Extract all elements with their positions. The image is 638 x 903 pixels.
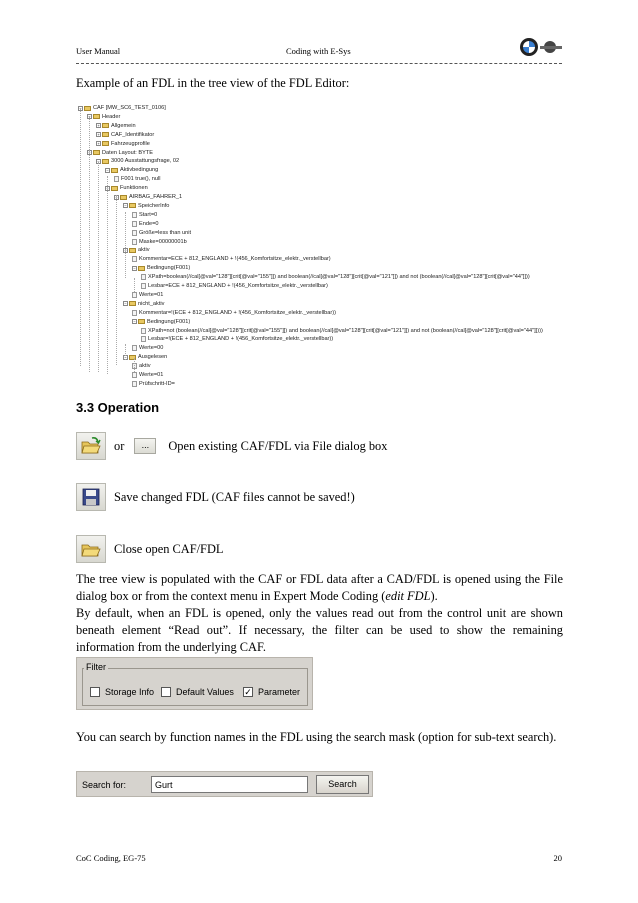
search-button[interactable]: Search [316,775,369,794]
paragraph-filter-info: By default, when an FDL is opened, only the values read out from the control unit are shown beneath element “Read out”. If necessary, the filter can be used to show the remaining information from the underlying CAF. [76,606,563,654]
document-icon [132,212,137,218]
tree-guide-line [89,116,90,150]
tree-node-leaf[interactable] [141,282,328,290]
tree-node-folder[interactable] [78,104,166,112]
tree-guide-line [125,212,126,278]
tree-guide-line [89,150,90,372]
tree-guide-line [116,195,117,365]
parameter-checkbox[interactable] [243,687,300,697]
folder-icon [93,150,100,155]
folder-icon [84,106,91,111]
document-icon [141,283,146,289]
tree-guide-line [134,358,135,372]
tree-node-folder[interactable] [105,166,158,174]
tree-guide-line [98,162,99,372]
parameter-label: Parameter [258,687,301,697]
tree-node-folder[interactable] [123,246,150,254]
tree-node-label: aktiv [139,363,151,370]
tree-node-label: nicht_aktiv [138,300,165,307]
folder-icon [102,132,109,137]
document-icon [132,345,137,351]
storage-info-check[interactable] [90,687,100,697]
tree-node-label: Werte=01 [139,372,164,378]
open-folder-button[interactable] [76,432,106,460]
folder-icon [129,301,136,306]
expand-icon[interactable]: + [97,123,100,129]
open-operation-row [76,432,387,460]
tree-node-folder[interactable] [96,131,154,139]
collapse-icon[interactable]: − [106,167,109,173]
bmw-logo-icon [520,38,538,56]
header-left: User Manual [76,46,121,56]
tree-node-label: Maske=00000001b [139,238,187,245]
filter-groupbox [76,657,313,710]
folder-icon [120,195,127,200]
close-button[interactable] [76,535,106,563]
document-icon [141,274,146,280]
folder-icon [93,114,100,119]
browse-dots-button[interactable]: ... [134,438,156,454]
tree-node-folder[interactable] [105,184,148,192]
storage-info-label: Storage Info [105,687,155,697]
search-label: Search for: [82,780,127,790]
expand-icon[interactable]: + [97,141,100,147]
tree-node-label: Lesbar=!(ECE + 812_ENGLAND + !(456_Komfortsitze_elektr._verstellbar)) [148,336,334,343]
tree-node-leaf[interactable] [132,380,175,388]
parameter-check[interactable]: ✓ [244,687,252,697]
open-description: Open existing CAF/FDL via File dialog box [168,438,388,453]
save-button[interactable] [76,483,106,511]
tree-node-leaf[interactable] [132,220,158,228]
tree-node-folder[interactable] [132,264,190,272]
brand-logos [520,38,562,56]
collapse-icon[interactable]: − [133,265,136,271]
para1-after: ). [430,589,438,603]
tree-node-label: Bedingung(F001) [147,318,191,325]
tree-node-leaf[interactable] [132,291,163,299]
tree-node-folder[interactable] [96,140,150,148]
tree-node-label: CAF [MW_SC6_TEST_0106] [93,105,166,111]
section-title: 3.3 Operation [76,400,160,415]
save-description: Save changed FDL (CAF files cannot be saved!) [114,489,355,504]
intro-text: Example of an FDL in the tree view of the FDL Editor: [76,76,350,90]
page-header [76,44,562,60]
header-rule [76,63,562,64]
tree-node-label: Aktivbedingung [120,167,159,174]
collapse-icon[interactable]: − [124,354,127,360]
para1-before: The tree view is populated with the CAF or FDL data after a CAD/FDL is opened using the File dialog box or from the context menu in Expert Mode Coding ( [76,572,563,603]
tree-node-label: Kommentar=!(ECE + 812_ENGLAND + !(456_Komfortsitze_elektr._verstellbar)) [139,309,336,316]
close-operation-row [76,535,223,563]
header-center: Coding with E-Sys [286,46,351,56]
search-panel [76,771,373,797]
folder-icon [102,141,109,146]
document-icon [132,292,137,298]
folder-icon [111,186,118,191]
collapse-icon[interactable]: − [124,203,127,209]
tree-node-leaf[interactable] [132,238,187,246]
tree-node-label: Start=0 [139,211,158,218]
document-icon [132,221,137,227]
folder-icon [138,319,145,324]
folder-icon [138,266,145,271]
tree-node-leaf[interactable] [132,229,191,237]
tree-node-folder[interactable] [123,300,164,308]
tree-guide-line [79,105,82,366]
tree-node-folder[interactable] [96,122,136,130]
tree-node-leaf[interactable] [132,344,163,352]
tree-guide-line [125,344,126,360]
tree-node-label: Werte=01 [139,291,164,298]
document-icon [132,381,137,387]
document-icon [141,328,146,334]
tree-node-folder[interactable] [96,157,179,165]
storage-info-checkbox[interactable] [90,687,154,697]
tree-node-label: Daten Layout: BYTE [102,149,153,156]
collapse-icon[interactable]: − [106,185,109,191]
tree-node-label: Funktionen [120,185,148,192]
tree-node-label: Bedingung(F001) [147,265,191,272]
tree-node-leaf[interactable] [132,371,163,379]
collapse-icon[interactable]: − [124,247,127,253]
page-number: 20 [553,853,562,863]
folder-icon [111,168,118,173]
collapse-icon[interactable]: − [88,150,91,155]
tree-node-label: CAF_Identifikator [111,131,155,138]
tree-guide-line [134,278,135,292]
document-icon [114,176,119,182]
tree-node-label: AIRBAG_FAHRER_1 [129,194,183,200]
document-icon [132,372,137,378]
tree-node-leaf[interactable] [141,335,333,343]
tree-node-leaf[interactable] [132,255,331,263]
tree-node-label: Größe=less than unit [139,229,192,236]
expand-icon[interactable]: + [97,132,100,138]
default-values-label: Default Values [176,687,234,697]
page-footer [76,853,562,863]
tree-node-leaf[interactable] [114,175,160,183]
default-values-check[interactable] [161,687,171,697]
document-icon [141,336,146,342]
collapse-icon[interactable]: − [88,114,91,120]
document-icon [132,230,137,236]
close-description: Close open CAF/FDL [114,541,224,556]
filter-legend: Filter [86,662,106,672]
tree-node-label: Werte=00 [139,345,164,352]
collapse-icon[interactable]: − [124,301,127,307]
document-icon [132,239,137,245]
tree-node-folder[interactable] [123,202,169,210]
paragraph-tree-population [76,571,563,605]
fdl-tree-view[interactable] [76,100,564,387]
tree-node-leaf[interactable] [132,309,336,317]
tree-node-leaf[interactable] [132,211,157,219]
tree-node-label: SpeicherInfo [138,202,170,209]
folder-icon [102,123,109,128]
para1-emphasis: edit FDL [385,589,431,603]
tree-node-label: aktiv [138,247,150,254]
tree-node-leaf[interactable] [141,273,530,281]
tree-node-label: Lesbar=ECE + 812_ENGLAND + !(456_Komfortsitze_elektr._verstellbar) [148,283,328,289]
paragraph-search-info: You can search by function names in the FDL using the search mask (option for sub-text search). [76,730,557,744]
open-folder-icon [80,436,102,456]
folder-icon [129,203,136,208]
collapse-icon[interactable]: − [133,319,136,325]
tree-node-label: Ende=0 [139,220,159,227]
collapse-icon[interactable]: − [115,194,118,200]
tree-node-label: Prüfschritt-ID= [139,380,175,387]
floppy-disk-icon [82,488,100,506]
tree-node-folder[interactable] [123,353,167,361]
document-icon [132,256,137,262]
tree-guide-line [107,176,108,374]
tree-node-label: 3000 Ausstattungsfrage, 02 [111,158,180,165]
save-operation-row [76,483,355,511]
tree-node-label: Kommentar=ECE + 812_ENGLAND + !(456_Komfortsitze_elektr._verstellbar) [139,256,331,263]
tree-node-label: F001 true(), null [121,176,161,183]
mini-logo-icon [540,38,562,56]
collapse-icon[interactable]: − [79,105,82,111]
folder-icon [102,159,109,164]
tree-node-folder[interactable] [114,193,182,201]
tree-node-folder[interactable] [132,318,190,326]
document-icon [132,310,137,316]
tree-node-label: Allgemein [111,122,136,129]
tree-node-folder[interactable] [87,149,153,157]
tree-node-label: XPath=not (boolean(//cal[@val="128"][crit[@val="155"]]) and boolean(//cal[@val="128"][crit[@val="121"]]) and not (boolean(//cal[@val="128"][crit[@val="44"]]))) [148,327,543,334]
or-label: or [114,438,125,453]
folder-icon [129,248,136,253]
tree-node-label: XPath=boolean(//cal[@val="128"][crit[@val="155"]]) and boolean(//cal[@val="128"][crit[@val="121"]]) and not (boolean(//cal[@val="128"][crit[@val="44"]])) [148,274,530,281]
tree-node-label: Fahrzeugprofile [111,140,150,147]
collapse-icon[interactable]: − [97,158,100,164]
tree-node-label: Header [102,113,121,120]
close-folder-icon [80,539,102,559]
tree-node-folder[interactable] [87,113,120,121]
default-values-checkbox[interactable] [161,687,234,697]
footer-left: CoC Coding, EG-75 [76,853,146,863]
tree-node-leaf[interactable] [141,327,543,335]
tree-node-label: Ausgelesen [138,354,168,361]
search-input[interactable] [151,776,308,793]
